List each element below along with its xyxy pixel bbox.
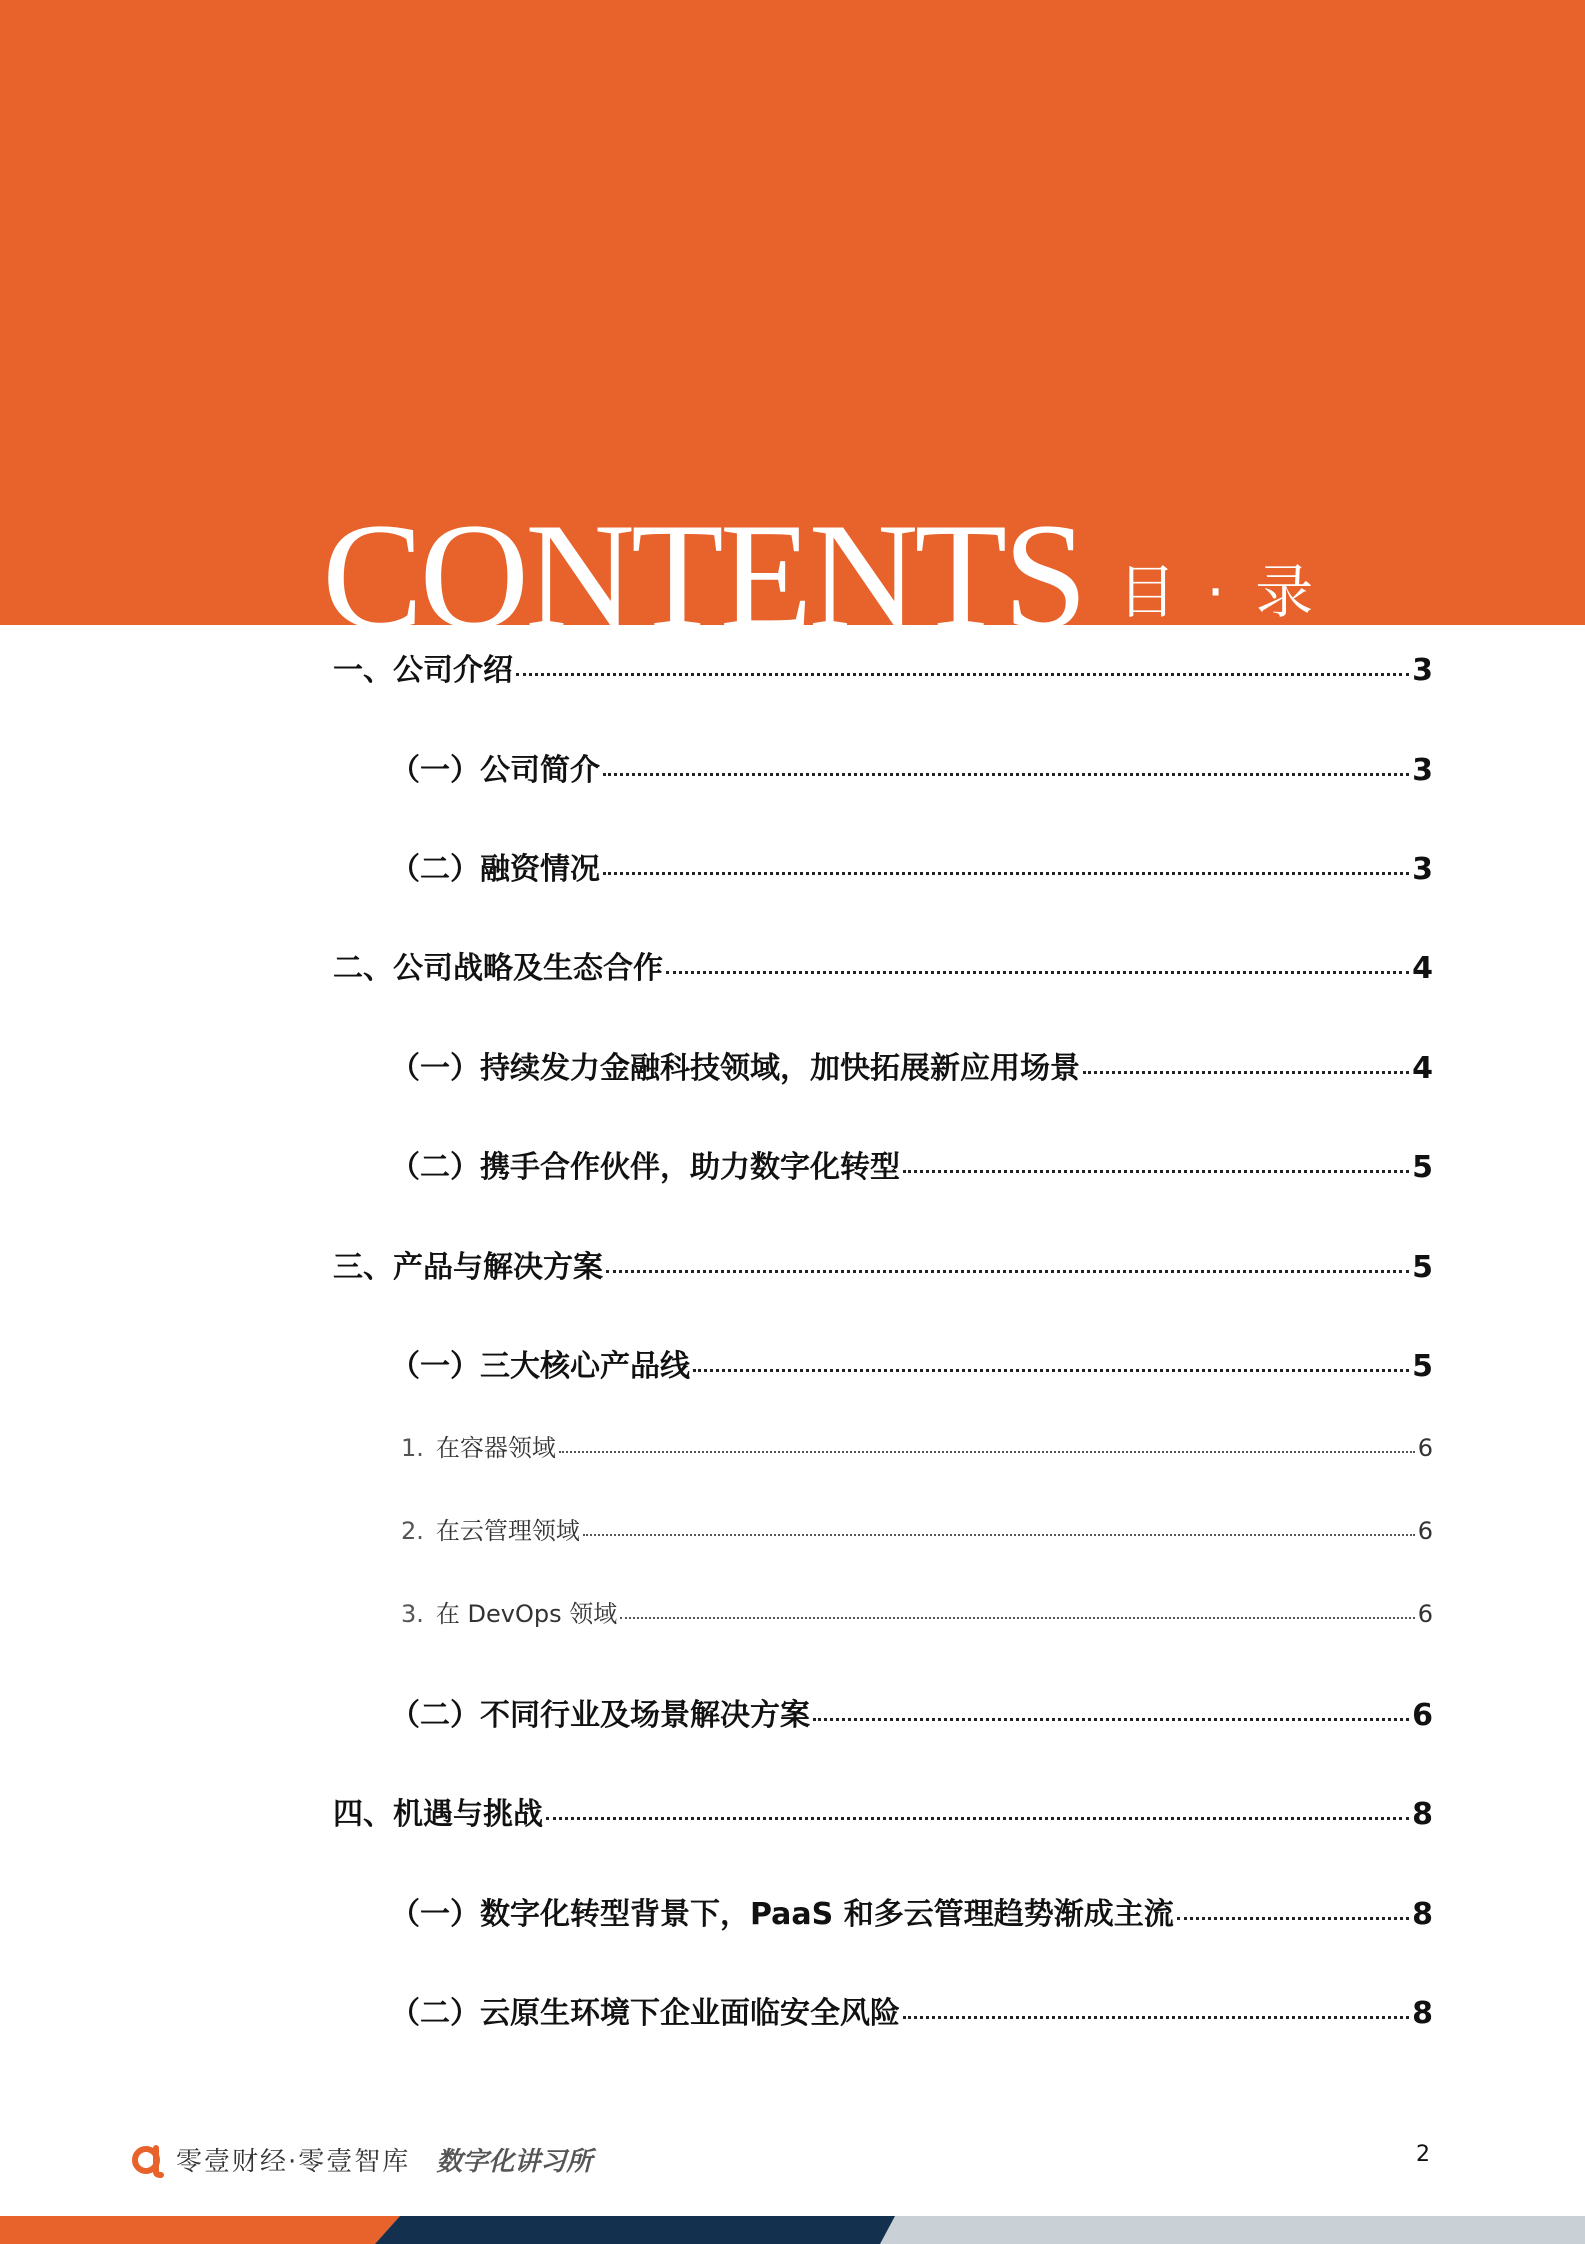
bottom-color-bar bbox=[0, 2216, 1585, 2244]
toc-leader-dots bbox=[1177, 1917, 1409, 1920]
toc-leader-dots bbox=[606, 1270, 1409, 1273]
toc-leader-dots bbox=[546, 1817, 1409, 1820]
toc-entry-label bbox=[401, 1428, 556, 1463]
toc-page-number: 3 bbox=[1412, 753, 1433, 788]
toc-page-number: 4 bbox=[1412, 1051, 1433, 1086]
toc-leader-dots bbox=[620, 1617, 1414, 1619]
toc-entry[interactable] bbox=[390, 745, 1433, 789]
toc-entry-text: 四、机遇与挑战 bbox=[333, 1797, 543, 1832]
toc-entry-label bbox=[390, 1142, 900, 1186]
toc-entry[interactable] bbox=[390, 1043, 1433, 1087]
toc-entry-label bbox=[390, 1889, 1174, 1933]
toc-entry-text: （一）公司简介 bbox=[390, 753, 600, 788]
contents-subtitle: 目 · 录 bbox=[1118, 558, 1320, 626]
toc-entry-text: 在 DevOps 领域 bbox=[435, 1600, 618, 1628]
toc-entry[interactable] bbox=[333, 1789, 1433, 1833]
toc-leader-dots bbox=[516, 673, 1409, 676]
toc-entry[interactable] bbox=[333, 645, 1433, 689]
contents-title: CONTENTS bbox=[322, 492, 1084, 660]
toc-entry[interactable] bbox=[401, 1428, 1433, 1463]
toc-page-number: 5 bbox=[1412, 1349, 1433, 1384]
toc-entry-text: （二）携手合作伙伴，助力数字化转型 bbox=[390, 1150, 900, 1185]
toc-leader-dots bbox=[583, 1534, 1415, 1536]
toc-entry-label bbox=[390, 1341, 690, 1385]
toc-entry-label bbox=[401, 1511, 580, 1546]
toc-entry-label bbox=[390, 844, 600, 888]
toc-page-number: 6 bbox=[1417, 1600, 1433, 1628]
toc-entry-text: （二）不同行业及场景解决方案 bbox=[390, 1698, 810, 1733]
toc-page-number: 3 bbox=[1412, 653, 1433, 688]
toc-entry-number: 2. bbox=[401, 1517, 424, 1545]
toc-entry-text: 三、产品与解决方案 bbox=[333, 1250, 603, 1285]
toc-entry-text: （二）融资情况 bbox=[390, 852, 600, 887]
toc-entry-label bbox=[390, 1988, 900, 2032]
toc-entry[interactable] bbox=[390, 1341, 1433, 1385]
toc-entry[interactable] bbox=[390, 1889, 1433, 1933]
toc-page-number: 8 bbox=[1412, 1996, 1433, 2031]
toc-entry-text: 在容器领域 bbox=[435, 1434, 556, 1462]
toc-leader-dots bbox=[813, 1718, 1409, 1721]
toc-page-number: 5 bbox=[1412, 1150, 1433, 1185]
toc-entry-label bbox=[333, 1789, 543, 1833]
toc-entry[interactable] bbox=[401, 1511, 1433, 1546]
toc-leader-dots bbox=[903, 2016, 1409, 2019]
toc-entry-number: 1. bbox=[401, 1434, 424, 1462]
toc-entry-label bbox=[333, 943, 663, 987]
toc-entry-label bbox=[390, 745, 600, 789]
toc-entry[interactable] bbox=[390, 844, 1433, 888]
toc-entry-text: 二、公司战略及生态合作 bbox=[333, 951, 663, 986]
page-number: 2 bbox=[1416, 2142, 1430, 2167]
toc-page-number: 8 bbox=[1412, 1897, 1433, 1932]
toc-entry-label bbox=[401, 1594, 617, 1629]
toc-page-number: 6 bbox=[1417, 1434, 1433, 1462]
toc-entry[interactable] bbox=[333, 943, 1433, 987]
footer-brand: 零壹财经·零壹智库 bbox=[176, 2146, 411, 2177]
toc-entry-text: （二）云原生环境下企业面临安全风险 bbox=[390, 1996, 900, 2031]
toc-entry[interactable] bbox=[390, 1142, 1433, 1186]
toc-leader-dots bbox=[603, 773, 1409, 776]
toc-entry[interactable] bbox=[390, 1690, 1433, 1734]
toc-entry-label bbox=[390, 1043, 1080, 1087]
toc-leader-dots bbox=[666, 971, 1409, 974]
toc-page-number: 4 bbox=[1412, 951, 1433, 986]
toc-page-number: 3 bbox=[1412, 852, 1433, 887]
toc-entry-text: （一）持续发力金融科技领域，加快拓展新应用场景 bbox=[390, 1051, 1080, 1086]
toc-entry-text: （一）三大核心产品线 bbox=[390, 1349, 690, 1384]
toc-page-number: 8 bbox=[1412, 1797, 1433, 1832]
toc-leader-dots bbox=[603, 872, 1409, 875]
toc-entry-text: （一）数字化转型背景下，PaaS 和多云管理趋势渐成主流 bbox=[390, 1897, 1174, 1932]
toc-entry-number: 3. bbox=[401, 1600, 424, 1628]
toc-entry-text: 在云管理领域 bbox=[435, 1517, 580, 1545]
footer-brand-secondary: 数字化讲习所 bbox=[436, 2146, 593, 2177]
toc-entry-label bbox=[333, 645, 513, 689]
bar-orange-segment bbox=[0, 2216, 400, 2244]
bar-navy-segment bbox=[375, 2216, 895, 2244]
toc-leader-dots bbox=[559, 1451, 1415, 1453]
toc-leader-dots bbox=[1083, 1071, 1409, 1074]
toc-entry[interactable] bbox=[333, 1242, 1433, 1286]
toc-page-number: 6 bbox=[1412, 1698, 1433, 1733]
toc-entry-text: 一、公司介绍 bbox=[333, 653, 513, 688]
toc-leader-dots bbox=[693, 1369, 1409, 1372]
toc-page-number: 5 bbox=[1412, 1250, 1433, 1285]
toc-entry[interactable] bbox=[401, 1594, 1433, 1629]
toc-leader-dots bbox=[903, 1170, 1409, 1173]
footer-logo bbox=[130, 2140, 592, 2178]
toc-entry[interactable] bbox=[390, 1988, 1433, 2032]
toc-entry-label bbox=[390, 1690, 810, 1734]
toc-entry-label bbox=[333, 1242, 603, 1286]
toc-page-number: 6 bbox=[1417, 1517, 1433, 1545]
alpha-logo-icon bbox=[130, 2140, 168, 2178]
